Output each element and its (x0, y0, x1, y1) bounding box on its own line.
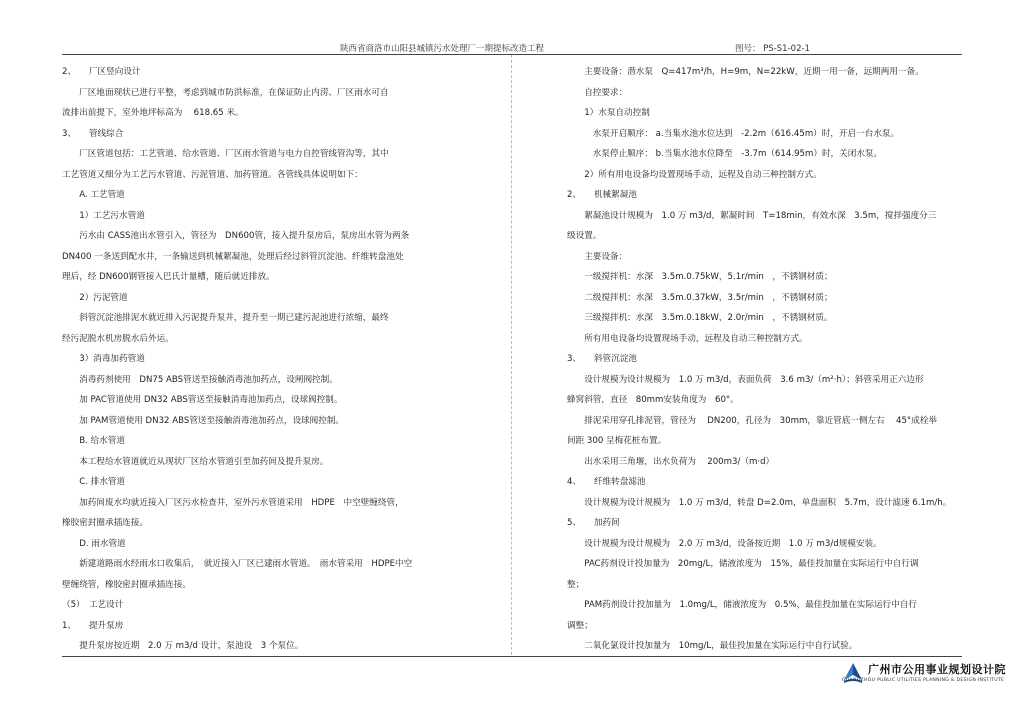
text-line: DN400 一条送到配水井，一条输送到机械絮凝池，处理后经过斜管沉淀池、纤维转盘池处 (62, 251, 404, 262)
left-text-column (62, 62, 502, 657)
text-line: 2）所有用电设备均设置现场手动，远程及自动三种控制方式。 (567, 169, 822, 180)
text-line: 出水采用三角堰，出水负荷为 200m3/（m·d） (567, 456, 775, 467)
text-line: 厂区管道包括：工艺管道、给水管道、厂区雨水管道与电力自控管线管沟等，其中 (62, 149, 389, 159)
text-line: 理后，经 DN600钢管接入巴氏计量槽，随后就近排放。 (62, 272, 275, 282)
text-line: 3、 管线综合 (62, 128, 124, 139)
text-line: 1、 提升泵房 (62, 620, 124, 631)
institute-name-en: GUANGZHOU PUBLIC UTILITIES PLANNING & DESIGN INSTITUTE (842, 678, 1005, 683)
text-line: 设计规模为设计规模为 1.0 万 m3/d，表面负荷 3.6 m3/（m²·h）；斜管采用正六边形 (567, 374, 924, 385)
text-line: B. 给水管道 (62, 436, 125, 446)
text-line: 消毒药剂使用 DN75 ABS管送至接触消毒池加药点，设闸阀控制。 (62, 374, 338, 385)
text-line: 间距 300 呈梅花桩布置。 (567, 436, 667, 446)
footer-rule (62, 656, 962, 657)
text-line: PAM药剂设计投加量为 1.0mg/L，储液浓度为 0.5%，最佳投加量在实际运行中自行 (567, 600, 917, 610)
text-line: 污水由 CASS池出水管引入，管径为 DN600管，接入提升泵房后，泵房出水管为两条 (62, 231, 410, 241)
text-line: PAC药剂设计投加量为 20mg/L，储液浓度为 15%，最佳投加量在实际运行中自行调 (567, 559, 919, 569)
text-line: 主要设备： (567, 251, 628, 262)
text-line: 斜管沉淀池排泥水就近排入污泥提升泵井，提升至一期已建污泥池进行浓缩，最终 (62, 313, 389, 323)
text-line: 絮凝池设计规模为 1.0 万 m3/d，絮凝时间 T=18min，有效水深 3.5m，搅拌强度分三 (567, 210, 937, 221)
text-line: 4、 纤维转盘滤池 (567, 477, 646, 487)
text-line: 级设置。 (567, 231, 602, 241)
institute-logo (842, 660, 1006, 690)
text-line: 2）污泥管道 (62, 292, 128, 303)
text-line: 一级搅拌机：水深 3.5m.0.75kW，5.1r/min ，不锈钢材质； (567, 272, 833, 282)
text-line: 设计规模为设计规模为 1.0 万 m3/d，转盘 D=2.0m，单盘面积 5.7m，设计滤速 6.1m/h。 (567, 497, 952, 508)
text-line: 1）工艺污水管道 (62, 210, 145, 221)
text-line: C. 排水管道 (62, 477, 126, 487)
text-line: 流排出前提下，室外地坪标高为 618.65 米。 (62, 108, 244, 118)
text-line: 壁缠绕管，橡胶密封圈承插连接。 (62, 579, 191, 590)
text-line: 本工程给水管道就近从现状厂区给水管道引至加药间及提升泵房。 (62, 456, 329, 467)
text-line: 二级搅拌机：水深 3.5m.0.37kW，3.5r/min ，不锈钢材质； (567, 292, 833, 303)
text-line: 2、 机械絮凝池 (567, 190, 637, 200)
text-line: 提升泵房按近期 2.0 万 m3/d 设计，泵池设 3 个泵位。 (62, 641, 304, 651)
text-line: 加药间废水均就近接入厂区污水检查井，室外污水管道采用 HDPE 中空壁缠绕管， (62, 497, 404, 508)
text-line: 厂区地面现状已进行平整，考虑到城市防洪标准，在保证防止内涝、厂区雨水可自 (62, 87, 389, 98)
institute-name-cn: 广州市公用事业规划设计院 (868, 663, 1006, 676)
text-line: 主要设备：潜水泵 Q=417m³/h，H=9m，N=22kW，近期一用一备，远期两用一备。 (567, 67, 924, 77)
text-line: 排泥采用穿孔排泥管，管径为 DN200，孔径为 30mm，靠近管底一侧左右 45°成栓举 (567, 415, 938, 426)
text-line: 自控要求： (567, 87, 628, 98)
text-line: 新建道路雨水经雨水口收集后， 就近接入厂区已建雨水管道。 雨水管采用 HDPE中空 (62, 559, 413, 569)
text-line: 设计规模为设计规模为 2.0 万 m3/d，设备按近期 1.0 万 m3/d规模安装。 (567, 538, 882, 549)
column-divider (511, 55, 512, 655)
text-line: 三级搅拌机：水深 3.5m.0.18kW，2.0r/min ，不锈钢材质。 (567, 313, 833, 323)
drawing-number: 图号： PS-S1-02-1 (735, 44, 810, 54)
text-line: 1）水泵自动控制 (567, 108, 650, 118)
text-line: 加 PAC管道使用 DN32 ABS管送至接触消毒池加药点，设球阀控制。 (62, 395, 343, 405)
text-line: （5） 工艺设计 (62, 600, 124, 610)
text-line: 所有用电设备均设置现场手动，远程及自动三种控制方式。 (567, 333, 808, 344)
text-line: 3）消毒加药管道 (62, 354, 145, 364)
text-line: 橡胶密封圈承插连接。 (62, 518, 148, 528)
text-line: 工艺管道又细分为工艺污水管道、污泥管道、加药管道。各管线具体说明如下： (62, 169, 363, 180)
text-line: 二氧化氯设计投加量为 10mg/L，最佳投加量在实际运行中自行试验。 (567, 641, 858, 651)
text-line: 2、 厂区竖向设计 (62, 67, 141, 77)
text-line: 经污泥脱水机房脱水后外运。 (62, 333, 174, 344)
text-line: A. 工艺管道 (62, 190, 125, 200)
text-line: D. 雨水管道 (62, 538, 126, 549)
text-line: 加 PAM管道使用 DN32 ABS管送至接触消毒池加药点，设球阀控制。 (62, 415, 345, 426)
header-rule (62, 54, 962, 55)
text-line: 3、 斜管沉淀池 (567, 354, 637, 364)
text-line: 5、 加药间 (567, 518, 620, 528)
text-line: 整； (567, 579, 585, 590)
right-text-column (567, 62, 967, 657)
text-line: 水泵开启顺序： a.当集水池水位达到 -2.2m（616.45m）时，开启一台水泵。 (567, 128, 900, 139)
document-title: 陕西省商洛市山阳县城镇污水处理厂一期提标改造工程 (340, 44, 545, 54)
text-line: 蜂窝斜管，直径 80mm安装角度为 60°。 (567, 395, 739, 405)
text-line: 调整； (567, 620, 593, 631)
text-line: 水泵停止顺序： b.当集水池水位降至 -3.7m（614.95m）时，关闭水泵。 (567, 149, 883, 159)
